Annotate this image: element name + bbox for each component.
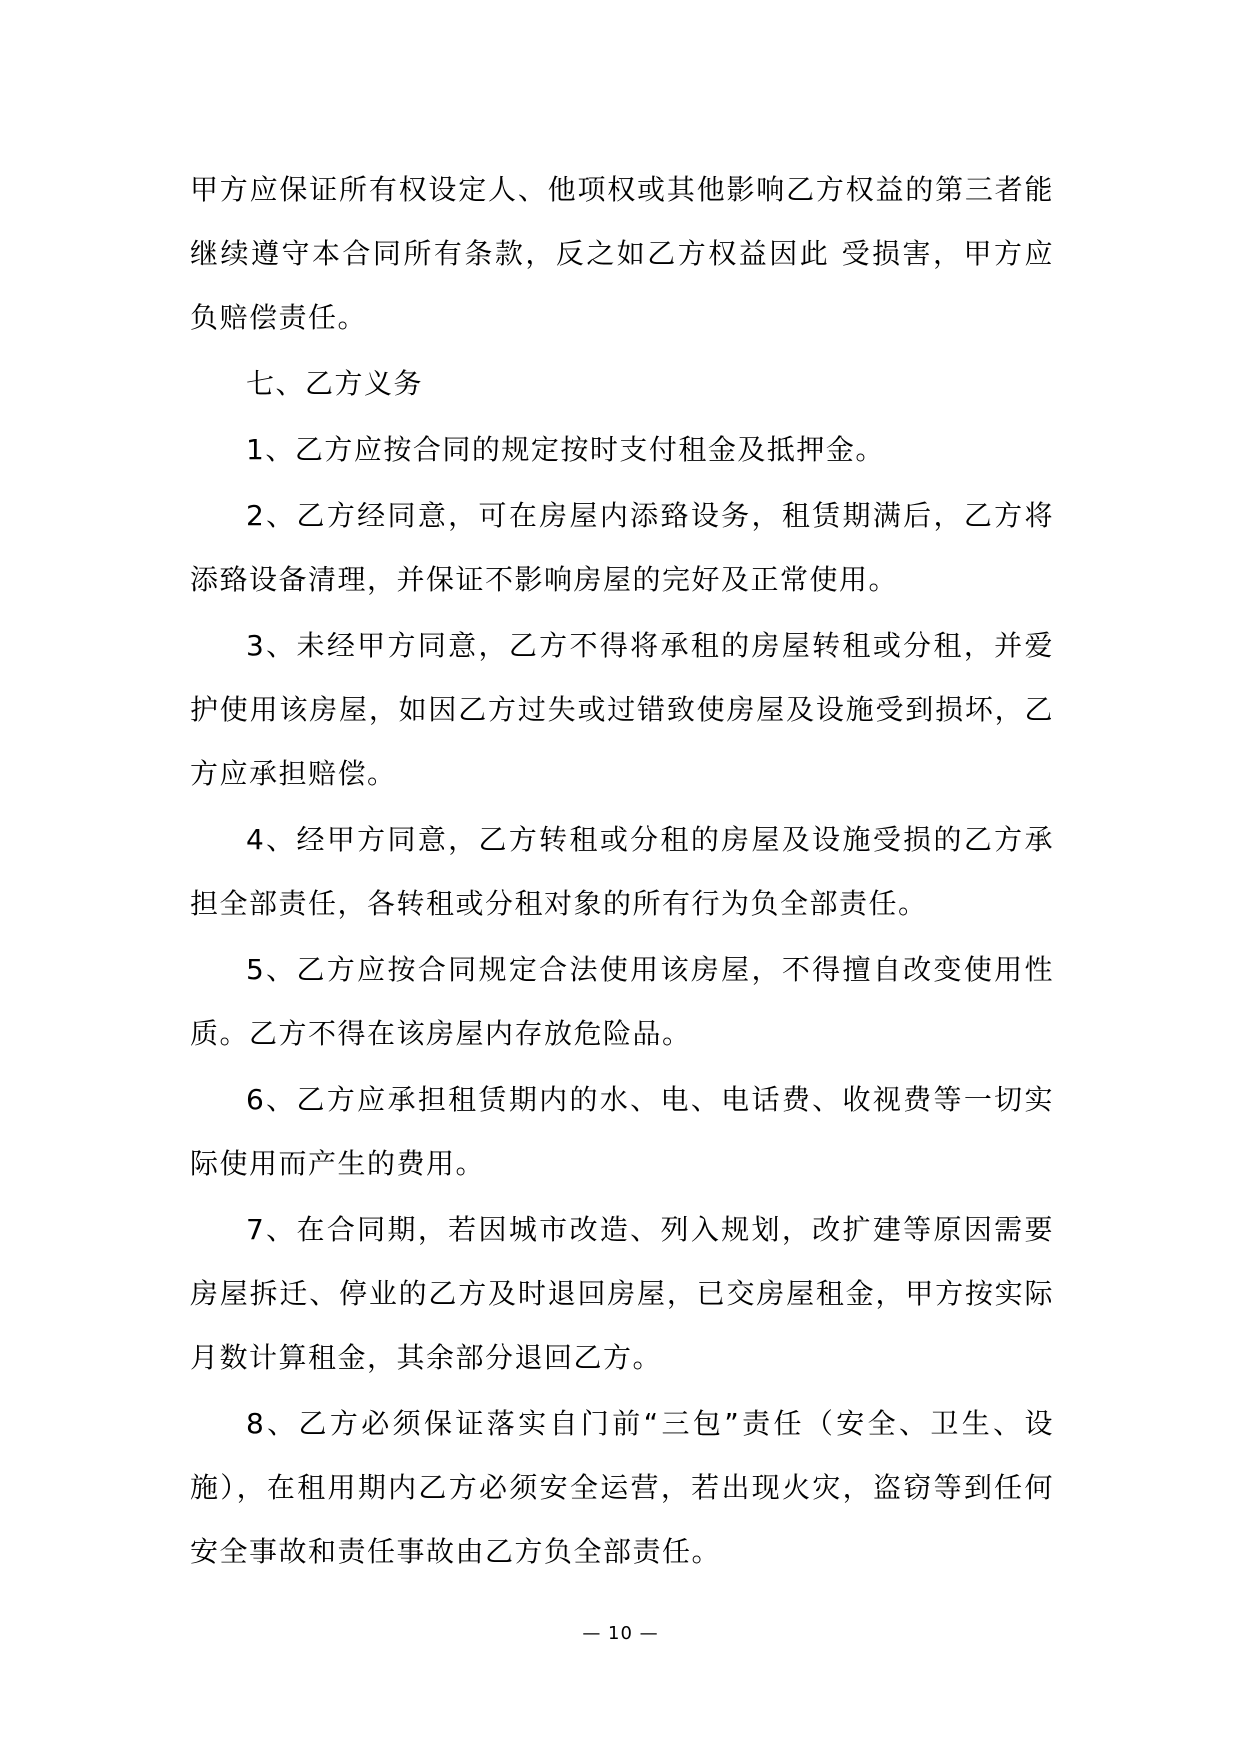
clause-8: 8、乙方必须保证落实自门前“三包”责任（安全、卫生、设施），在租用期内乙方必须安全运营，若出现火灾，盗窃等到任何安全事故和责任事故由乙方负全部责任。	[190, 1407, 1054, 1568]
clause-6: 6、乙方应承担租赁期内的水、电、电话费、收视费等一切实际使用而产生的费用。	[190, 1083, 1054, 1180]
clause-1: 1、乙方应按合同的规定按时支付租金及抵押金。	[246, 433, 885, 466]
clause-5: 5、乙方应按合同规定合法使用该房屋，不得擅自改变使用性质。乙方不得在该房屋内存放危险品。	[190, 953, 1054, 1050]
clause-3: 3、未经甲方同意，乙方不得将承租的房屋转租或分租，并爱护使用该房屋，如因乙方过失或过错致使房屋及设施受到损坏，乙方应承担赔偿。	[190, 629, 1054, 790]
clause-4: 4、经甲方同意，乙方转租或分租的房屋及设施受损的乙方承担全部责任，各转租或分租对象的所有行为负全部责任。	[190, 823, 1054, 920]
section-heading-party-b-obligations: 七、乙方义务	[246, 367, 424, 400]
paragraph-party-a-guarantee: 甲方应保证所有权设定人、他项权或其他影响乙方权益的第三者能继续遵守本合同所有条款，反之如乙方权益因此 受损害，甲方应负赔偿责任。	[190, 173, 1054, 334]
clause-7: 7、在合同期，若因城市改造、列入规划，改扩建等原因需要房屋拆迁、停业的乙方及时退回房屋，已交房屋租金，甲方按实际月数计算租金，其余部分退回乙方。	[190, 1213, 1054, 1374]
clause-2: 2、乙方经同意，可在房屋内添臵设务，租赁期满后，乙方将添臵设备清理，并保证不影响房屋的完好及正常使用。	[190, 499, 1054, 596]
document-body	[190, 158, 1054, 1586]
page-number: — 10 —	[582, 1623, 659, 1644]
